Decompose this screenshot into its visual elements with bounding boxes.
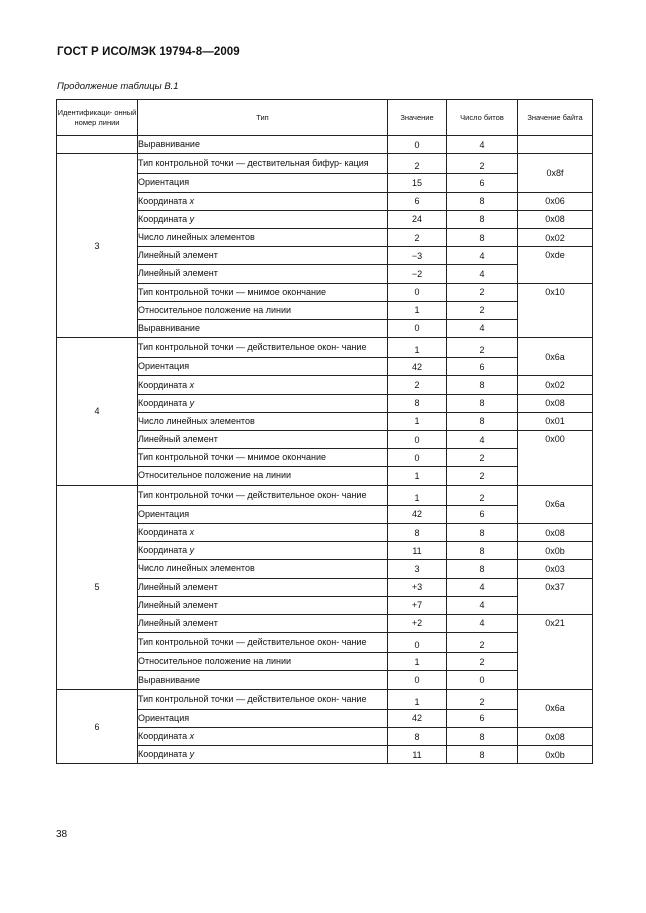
table-row [57, 265, 593, 283]
type-cell: Координата x [138, 523, 388, 541]
value-cell: 11 [388, 542, 447, 560]
type-cell: Линейный элемент [138, 614, 388, 632]
bits-cell: 8 [447, 728, 518, 746]
type-cell: Координата x [138, 728, 388, 746]
bits-cell: 8 [447, 560, 518, 578]
bits-cell: 2 [447, 301, 518, 319]
value-cell: 6 [388, 192, 447, 210]
bits-cell: 4 [447, 614, 518, 632]
type-cell: Тип контрольной точки — действительное окон- чание [138, 485, 388, 505]
value-cell: 42 [388, 358, 447, 376]
byte-cell: 0x0b [518, 542, 593, 560]
value-cell: 1 [388, 689, 447, 709]
bits-cell: 4 [447, 265, 518, 283]
value-cell: −3 [388, 247, 447, 265]
type-cell: Число линейных элементов [138, 412, 388, 430]
byte-cell: 0x08 [518, 210, 593, 228]
bits-cell: 4 [447, 596, 518, 614]
byte-cell: 0x00 [518, 431, 593, 486]
spec-table [56, 99, 593, 764]
type-cell: Ориентация [138, 358, 388, 376]
col-header-byte: Значение байта [518, 100, 593, 136]
value-cell: 42 [388, 709, 447, 727]
type-cell: Число линейных элементов [138, 560, 388, 578]
byte-cell: 0x37 [518, 578, 593, 614]
axis-letter: y [189, 545, 195, 556]
table-row [57, 709, 593, 727]
value-cell: 8 [388, 394, 447, 412]
table-row [57, 210, 593, 228]
line-id-cell: 6 [57, 689, 138, 764]
table-row [57, 671, 593, 689]
type-cell: Тип контрольной точки — мнимое окончание [138, 283, 388, 301]
bits-cell: 6 [447, 709, 518, 727]
value-cell: 2 [388, 228, 447, 246]
type-cell: Линейный элемент [138, 578, 388, 596]
table-row [57, 301, 593, 319]
bits-cell: 2 [447, 689, 518, 709]
type-cell: Координата y [138, 210, 388, 228]
table-row [57, 174, 593, 192]
byte-cell: 0xde [518, 247, 593, 283]
bits-cell: 4 [447, 136, 518, 154]
byte-cell: 0x6a [518, 689, 593, 727]
axis-letter: x [189, 379, 195, 390]
value-cell: 0 [388, 283, 447, 301]
type-cell: Выравнивание [138, 319, 388, 337]
bits-cell: 2 [447, 653, 518, 671]
table-row [57, 154, 593, 174]
byte-cell: 0x10 [518, 283, 593, 338]
value-cell: 11 [388, 746, 447, 764]
value-cell: 24 [388, 210, 447, 228]
value-cell: +7 [388, 596, 447, 614]
byte-cell: 0x08 [518, 394, 593, 412]
bits-cell: 2 [447, 154, 518, 174]
bits-cell: 4 [447, 578, 518, 596]
type-cell: Линейный элемент [138, 431, 388, 449]
line-id-cell: 5 [57, 485, 138, 689]
value-cell: 42 [388, 505, 447, 523]
byte-cell: 0x0b [518, 746, 593, 764]
axis-letter: y [189, 397, 195, 408]
byte-cell: 0x6a [518, 338, 593, 376]
type-cell: Тип контрольной точки — дествительная бифур- кация [138, 154, 388, 174]
value-cell: 1 [388, 467, 447, 485]
col-header-bits: Число битов [447, 100, 518, 136]
bits-cell: 2 [447, 338, 518, 358]
table-row [57, 653, 593, 671]
table-row [57, 431, 593, 449]
table-row [57, 505, 593, 523]
bits-cell: 6 [447, 174, 518, 192]
bits-cell: 4 [447, 431, 518, 449]
type-cell: Относительное положение на линии [138, 467, 388, 485]
line-id-cell: 3 [57, 154, 138, 338]
byte-cell: 0x21 [518, 614, 593, 689]
table-row [57, 485, 593, 505]
table-row [57, 358, 593, 376]
value-cell: 0 [388, 633, 447, 653]
document-title: ГОСТ Р ИСО/МЭК 19794-8—2009 [57, 46, 240, 58]
table-row [57, 394, 593, 412]
byte-cell: 0x02 [518, 228, 593, 246]
type-cell: Координата x [138, 192, 388, 210]
value-cell: 1 [388, 338, 447, 358]
type-cell: Тип контрольной точки — действительное окон- чание [138, 338, 388, 358]
type-cell: Тип контрольной точки — мнимое окончание [138, 449, 388, 467]
table-caption: Продолжение таблицы В.1 [57, 81, 179, 92]
table-row [57, 283, 593, 301]
table-row [57, 560, 593, 578]
axis-letter: x [189, 731, 195, 742]
table-row [57, 746, 593, 764]
type-cell: Координата y [138, 542, 388, 560]
byte-cell: 0x6a [518, 485, 593, 523]
type-cell: Координата x [138, 376, 388, 394]
byte-cell: 0x03 [518, 560, 593, 578]
bits-cell: 4 [447, 247, 518, 265]
value-cell: 0 [388, 431, 447, 449]
bits-cell: 8 [447, 210, 518, 228]
bits-cell: 0 [447, 671, 518, 689]
bits-cell: 2 [447, 467, 518, 485]
type-cell: Число линейных элементов [138, 228, 388, 246]
type-cell: Ориентация [138, 505, 388, 523]
col-header-value: Значение [388, 100, 447, 136]
byte-cell: 0x08 [518, 523, 593, 541]
value-cell: 0 [388, 671, 447, 689]
col-header-id: Идентификаци- онный номер линии [57, 100, 138, 136]
bits-cell: 4 [447, 319, 518, 337]
bits-cell: 8 [447, 542, 518, 560]
bits-cell: 8 [447, 394, 518, 412]
table-row [57, 338, 593, 358]
value-cell: +2 [388, 614, 447, 632]
bits-cell: 8 [447, 228, 518, 246]
value-cell: 2 [388, 154, 447, 174]
byte-cell [518, 136, 593, 154]
table-row [57, 689, 593, 709]
value-cell: −2 [388, 265, 447, 283]
type-cell: Относительное положение на линии [138, 301, 388, 319]
byte-cell: 0x06 [518, 192, 593, 210]
bits-cell: 6 [447, 358, 518, 376]
type-cell: Координата y [138, 746, 388, 764]
line-id-cell [57, 136, 138, 154]
type-cell: Ориентация [138, 709, 388, 727]
value-cell: 2 [388, 376, 447, 394]
bits-cell: 2 [447, 449, 518, 467]
type-cell: Линейный элемент [138, 265, 388, 283]
table-row [57, 319, 593, 337]
bits-cell: 2 [447, 283, 518, 301]
table-row [57, 192, 593, 210]
type-cell: Ориентация [138, 174, 388, 192]
value-cell: 0 [388, 136, 447, 154]
axis-letter: y [189, 213, 195, 224]
value-cell: 1 [388, 301, 447, 319]
value-cell: 1 [388, 412, 447, 430]
bits-cell: 8 [447, 192, 518, 210]
bits-cell: 8 [447, 412, 518, 430]
type-cell: Тип контрольной точки — действительное окон- чание [138, 633, 388, 653]
bits-cell: 8 [447, 523, 518, 541]
type-cell: Тип контрольной точки — действительное окон- чание [138, 689, 388, 709]
type-cell: Выравнивание [138, 671, 388, 689]
axis-letter: x [189, 195, 195, 206]
value-cell: 3 [388, 560, 447, 578]
table-row [57, 467, 593, 485]
value-cell: 0 [388, 449, 447, 467]
table-row [57, 542, 593, 560]
type-cell: Относительное положение на линии [138, 653, 388, 671]
byte-cell: 0x01 [518, 412, 593, 430]
type-cell: Линейный элемент [138, 247, 388, 265]
bits-cell: 8 [447, 376, 518, 394]
table-row [57, 136, 593, 154]
table-row [57, 247, 593, 265]
line-id-cell: 4 [57, 338, 138, 486]
table-row [57, 728, 593, 746]
axis-letter: x [189, 527, 195, 538]
table-row [57, 578, 593, 596]
table-row [57, 228, 593, 246]
table-row [57, 614, 593, 632]
bits-cell: 2 [447, 633, 518, 653]
value-cell: 1 [388, 653, 447, 671]
table-row [57, 633, 593, 653]
table-row [57, 523, 593, 541]
value-cell: 0 [388, 319, 447, 337]
value-cell: 1 [388, 485, 447, 505]
axis-letter: y [189, 749, 195, 760]
type-cell: Выравнивание [138, 136, 388, 154]
type-cell: Координата y [138, 394, 388, 412]
byte-cell: 0x02 [518, 376, 593, 394]
table-row [57, 376, 593, 394]
value-cell: +3 [388, 578, 447, 596]
table-row [57, 412, 593, 430]
bits-cell: 6 [447, 505, 518, 523]
page-number: 38 [56, 829, 68, 840]
byte-cell: 0x8f [518, 154, 593, 192]
value-cell: 8 [388, 523, 447, 541]
type-cell: Линейный элемент [138, 596, 388, 614]
col-header-type: Тип [138, 100, 388, 136]
table-header-row [57, 100, 593, 136]
value-cell: 8 [388, 728, 447, 746]
bits-cell: 8 [447, 746, 518, 764]
byte-cell: 0x08 [518, 728, 593, 746]
table-row [57, 596, 593, 614]
value-cell: 15 [388, 174, 447, 192]
table-row [57, 449, 593, 467]
bits-cell: 2 [447, 485, 518, 505]
